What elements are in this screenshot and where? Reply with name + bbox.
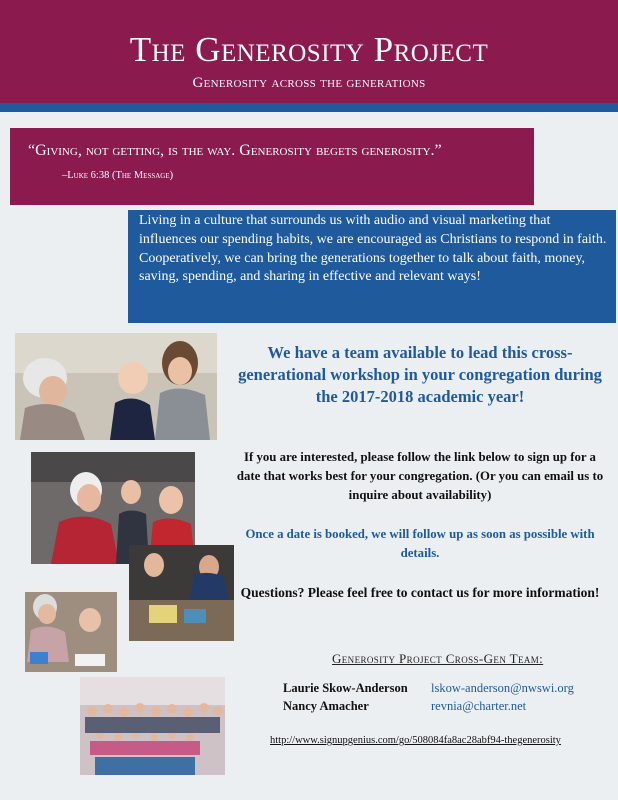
team-label: Generosity Project Cross-Gen Team: — [332, 651, 544, 666]
interest-text: If you are interested, please follow the link below to sign up for a date that works best for your congregation. (Or you can email us to inquire about availability) — [236, 450, 604, 502]
quote-box — [10, 128, 534, 205]
quote-text: “Giving, not getting, is the way. Generosity begets generosity.” — [28, 142, 442, 159]
signup-link[interactable]: http://www.signupgenius.com/go/508084fa8ac28abf94-thegenerosity — [270, 735, 561, 746]
booked-text: Once a date is booked, we will follow up as soon as possible with details. — [245, 527, 595, 560]
member-name: Laurie Skow-Anderson — [283, 681, 408, 695]
member-email-link[interactable]: revnia@charter.net — [431, 699, 527, 713]
photo-grandmother-baby — [15, 333, 217, 440]
photo-congregation-group — [80, 677, 225, 775]
member-name: Nancy Amacher — [283, 699, 369, 713]
photo-crafts — [25, 592, 117, 672]
intro-text: Living in a culture that surrounds us with audio and visual marketing that influences our spending habits, we are encouraged as Christians to respond in faith. Cooperatively, we can bring the generations together to talk about faith, money, saving, spending, and sharing in effective and relevant ways! — [139, 213, 607, 285]
member-email-link[interactable]: lskow-anderson@nwswi.org — [431, 681, 574, 695]
team-availability-heading: We have a team available to lead this cross-generational workshop in your congregation during the 2017-2018 academic year! — [238, 343, 602, 406]
header-divider — [0, 103, 618, 112]
photo-game-table — [129, 545, 234, 641]
page-subtitle: Generosity across the generations — [192, 75, 426, 91]
page-title: The Generosity Project — [129, 30, 489, 69]
questions-text: Questions? Please feel free to contact us for more information! — [240, 585, 600, 600]
quote-citation: –Luke 6:38 (The Message) — [62, 170, 174, 181]
